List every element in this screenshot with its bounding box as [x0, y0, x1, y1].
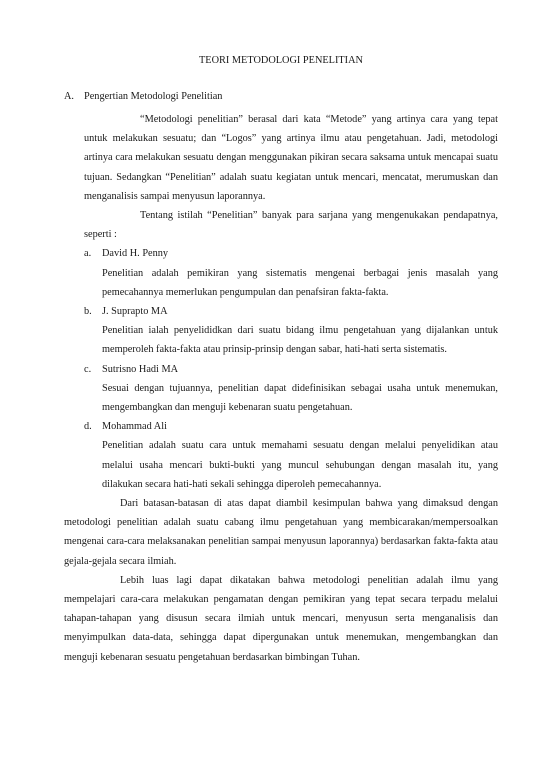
- conclusion-paragraph: Dari batasan-batasan di atas dapat diambil kesimpulan bahwa yang dimaksud dengan metodologi penelitian adalah suatu cabang ilmu pengetahuan yang membicarakan/mempersoalkan mengenai cara-cara melaksanakan penelitian sampai menyusun laporannya) berdasarkan fakta-fakta atau gejala-gejala secara ilmiah.: [64, 498, 498, 567]
- expert-name: Mohammad Ali: [102, 421, 167, 433]
- expert-definition: Penelitian ialah penyelididkan dari suatu bidang ilmu pengetahuan yang dijalankan untuk memperoleh fakta-fakta atau prinsip-prinsip dengan sabar, hati-hati serta sistematis.: [102, 325, 498, 356]
- section-heading-text: Pengertian Metodologi Penelitian: [84, 91, 223, 102]
- expert-list: [64, 244, 498, 494]
- expert-letter: d.: [84, 421, 92, 433]
- expert-name-row: [84, 302, 498, 321]
- expert-name-row: [84, 360, 498, 379]
- section-body: [84, 110, 498, 244]
- expert-name: J. Suprapto MA: [102, 306, 168, 318]
- list-item: [64, 244, 498, 302]
- list-item: [64, 302, 498, 360]
- final-paragraph: Lebih luas lagi dapat dikatakan bahwa metodologi penelitian adalah ilmu yang mempelajari cara-cara melakukan pengamatan dengan pemikiran yang tepat secara terpadu melalui tahapan-tahapan yang disusun secara ilmiah untuk mencari, menyusun serta menganalisis dan menyimpulkan data-data, sehingga dapat dipergunakan untuk menemukan, mengembangkan dan menguji kebenaran sesuatu pengetahuan berdasarkan bimbingan Tuhan.: [64, 574, 498, 663]
- list-item: [64, 360, 498, 418]
- closing-body: [64, 494, 498, 667]
- expert-letter: a.: [84, 248, 92, 260]
- intro-paragraph: “Metodologi penelitian” berasal dari kata “Metode” yang artinya cara yang tepat untuk melakukan sesuatu; dan “Logos” yang artinya ilmu atau pengetahuan. Jadi, metodologi artinya cara melakukan sesuatu dengan menggunakan pikiran secara saksama untuk mencapai suatu tujuan. Sedangkan “Penelitian” adalah suatu kegiatan untuk mencari, mencatat, merumuskan dan menganalisis sampai menyusun laporannya.: [84, 114, 498, 202]
- document-title: TEORI METODOLOGI PENELITIAN: [199, 55, 363, 66]
- section-letter: A.: [64, 91, 75, 102]
- expert-letter: b.: [84, 306, 92, 318]
- section-a: [64, 90, 498, 667]
- expert-name-row: [84, 244, 498, 263]
- expert-name: Sutrisno Hadi MA: [102, 363, 179, 375]
- expert-definition: Penelitian adalah pemikiran yang sistematis mengenai berbagai jenis masalah yang pemecahannya memerlukan pengumpulan dan penafsiran fakta-fakta.: [102, 267, 498, 298]
- section-heading: [64, 90, 498, 104]
- expert-name: David H. Penny: [102, 248, 169, 260]
- expert-name-row: [84, 417, 498, 436]
- expert-definition: Penelitian adalah suatu cara untuk memahami sesuatu dengan melalui penyelidikan atau melalui usaha mencari bukti-bukti yang muncul sehubungan dengan masalah itu, yang dilakukan secara hati-hati sekali sehingga diperoleh pemecahannya.: [102, 440, 498, 490]
- list-item: [64, 417, 498, 494]
- lead-paragraph: Tentang istilah “Penelitian” banyak para sarjana yang mengenukakan pendapatnya, seperti :: [84, 210, 498, 241]
- expert-letter: c.: [84, 363, 92, 375]
- expert-definition: Sesuai dengan tujuannya, penelitian dapat didefinisikan sebagai usaha untuk menemukan, mengembangkan dan menguji kebenaran suatu pengetahuan.: [102, 382, 498, 414]
